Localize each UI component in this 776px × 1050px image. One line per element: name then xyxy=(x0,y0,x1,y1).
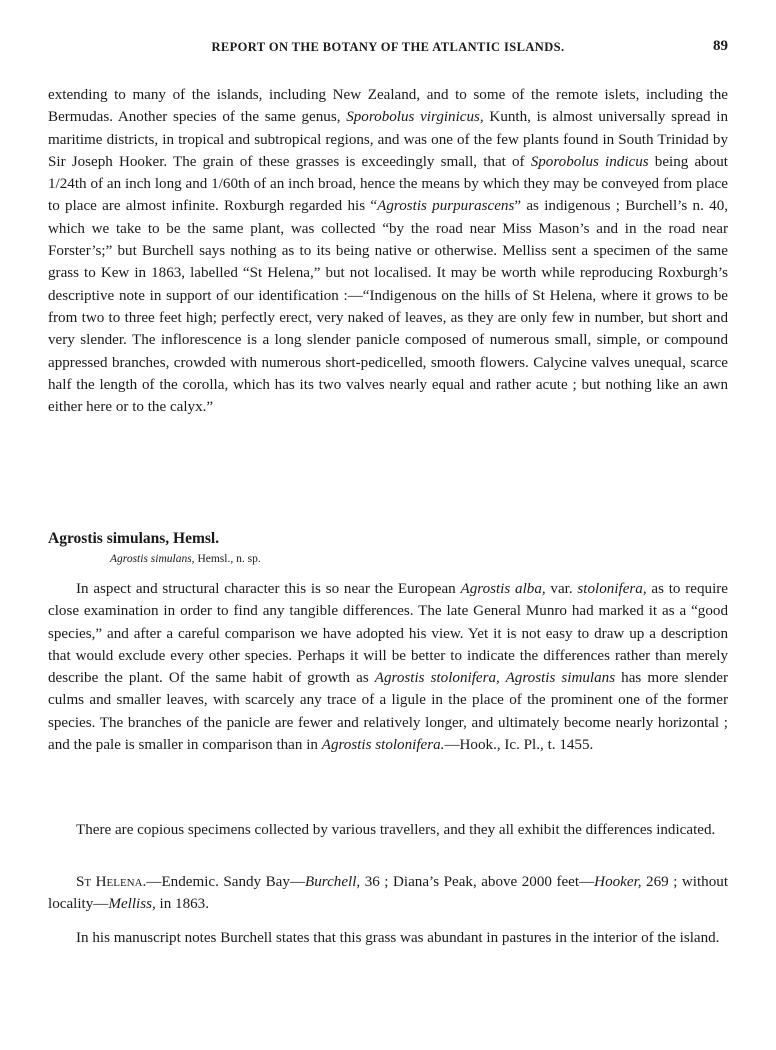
text: as to require close examination in order to find any tangible differences. The late General Munro had marked it as a “good species,” and after a careful comparison we have adopted his view. Yet it is not easy to draw up a description that would exclude every other species. Perhaps it will be better to indicate the differences rather than merely describe the plant. Of the same habit of growth as xyxy=(48,581,728,687)
text: 269 ; without locality— xyxy=(48,874,729,913)
island-name: St Helena. xyxy=(76,874,147,890)
collector-name: Melliss, xyxy=(108,896,156,913)
paragraph-description xyxy=(48,578,728,756)
text: has more slender culms and smaller leaves, with scarcely any trace of a ligule in the place of the prominent one of the former species. The branches of the panicle are fewer and relatively longer, and ultimately become nearly horizontal ; and the pale is smaller in comparison than in xyxy=(48,670,728,754)
paragraph-localities xyxy=(48,871,728,916)
text: Kunth, is almost universally spread in maritime districts, in tropical and subtropical regions, and was one of the few plants found in South Trinidad by Sir Joseph Hooker. The grain of these grasses is exceedingly small, that of xyxy=(48,109,728,170)
citation-name: Agrostis simulans, xyxy=(110,553,195,565)
collector-name: Burchell, xyxy=(305,874,361,890)
text: in 1863. xyxy=(155,896,209,913)
taxon-name: Agrostis purpurascens xyxy=(377,198,515,215)
text: being about xyxy=(648,153,728,170)
species-heading: Agrostis simulans, Hemsl. xyxy=(48,530,220,547)
running-head: REPORT ON THE BOTANY OF THE ATLANTIC ISLANDS. xyxy=(211,40,565,54)
text: ” as indigenous ; Burchell’s n. 40, which we take to be the same plant, was collected “by the road near Miss Mason’s and in the road near Forster’s;” but Burchell says nothing as to its being native or otherwise. Melliss sent a specimen of the same grass to Kew in 1863, labelled “St Helena,” but not localised. It may be worth while reproducing Roxburgh’s descriptive note in support of our identification :—“Indigenous on the hills of St Helena, where it grows to be from two to three feet high; perfectly erect, very naked of leaves, as they are only few in number, but short and very slender. The inflorescence is a long slender panicle composed of numerous small, simple, or compound appressed branches, crowded with numerous short-pedicelled, smooth flowers. Calycine valves unequal, scarce half the length of the corolla, which has its two valves nearly equal and rather acute ; but nothing like an awn either here or to the calyx.” xyxy=(48,198,729,416)
paragraph-sporobolus xyxy=(48,84,728,418)
taxon-name: Agrostis stolonifera. xyxy=(321,737,445,754)
text: var. xyxy=(545,581,578,597)
citation-authority: Hemsl., n. sp. xyxy=(194,553,261,565)
taxon-name: Sporobolus virginicus, xyxy=(346,109,484,126)
text: th of an inch long and xyxy=(74,176,212,193)
page-header xyxy=(48,40,728,64)
text: —Endemic. Sandy Bay— xyxy=(146,874,306,890)
collector-name: Hooker, xyxy=(594,874,642,890)
text: 36 ; Diana’s Peak, above 2000 feet— xyxy=(360,874,595,890)
fraction: 1/24 xyxy=(48,176,75,193)
paragraph-burchell-notes: In his manuscript notes Burchell states that this grass was abundant in pastures in the interior of the island. xyxy=(76,930,720,946)
text: extending to many of the islands, including New Zealand, and to some of the remote islets, including the Bermudas. Another species of the same genus, xyxy=(48,87,728,126)
taxon-name: Agrostis stolonifera, Agrostis simulans xyxy=(374,670,616,687)
taxon-name: Agrostis alba, xyxy=(460,581,546,597)
text: In aspect and structural character this is so near the European xyxy=(76,581,461,597)
fraction: 1/60 xyxy=(211,176,239,193)
taxon-name: stolonifera, xyxy=(577,581,647,597)
paragraph-specimens: There are copious specimens collected by various travellers, and they all exhibit the differences indicated. xyxy=(76,822,716,838)
page-number: 89 xyxy=(713,38,728,54)
text: th of an inch broad, hence the means by which they may be conveyed from place to place are almost infinite. Roxburgh regarded his “ xyxy=(48,176,728,215)
text: —Hook., Ic. Pl., t. 1455. xyxy=(444,737,594,754)
taxon-name: Sporobolus indicus xyxy=(530,153,649,170)
species-citation xyxy=(110,553,261,565)
